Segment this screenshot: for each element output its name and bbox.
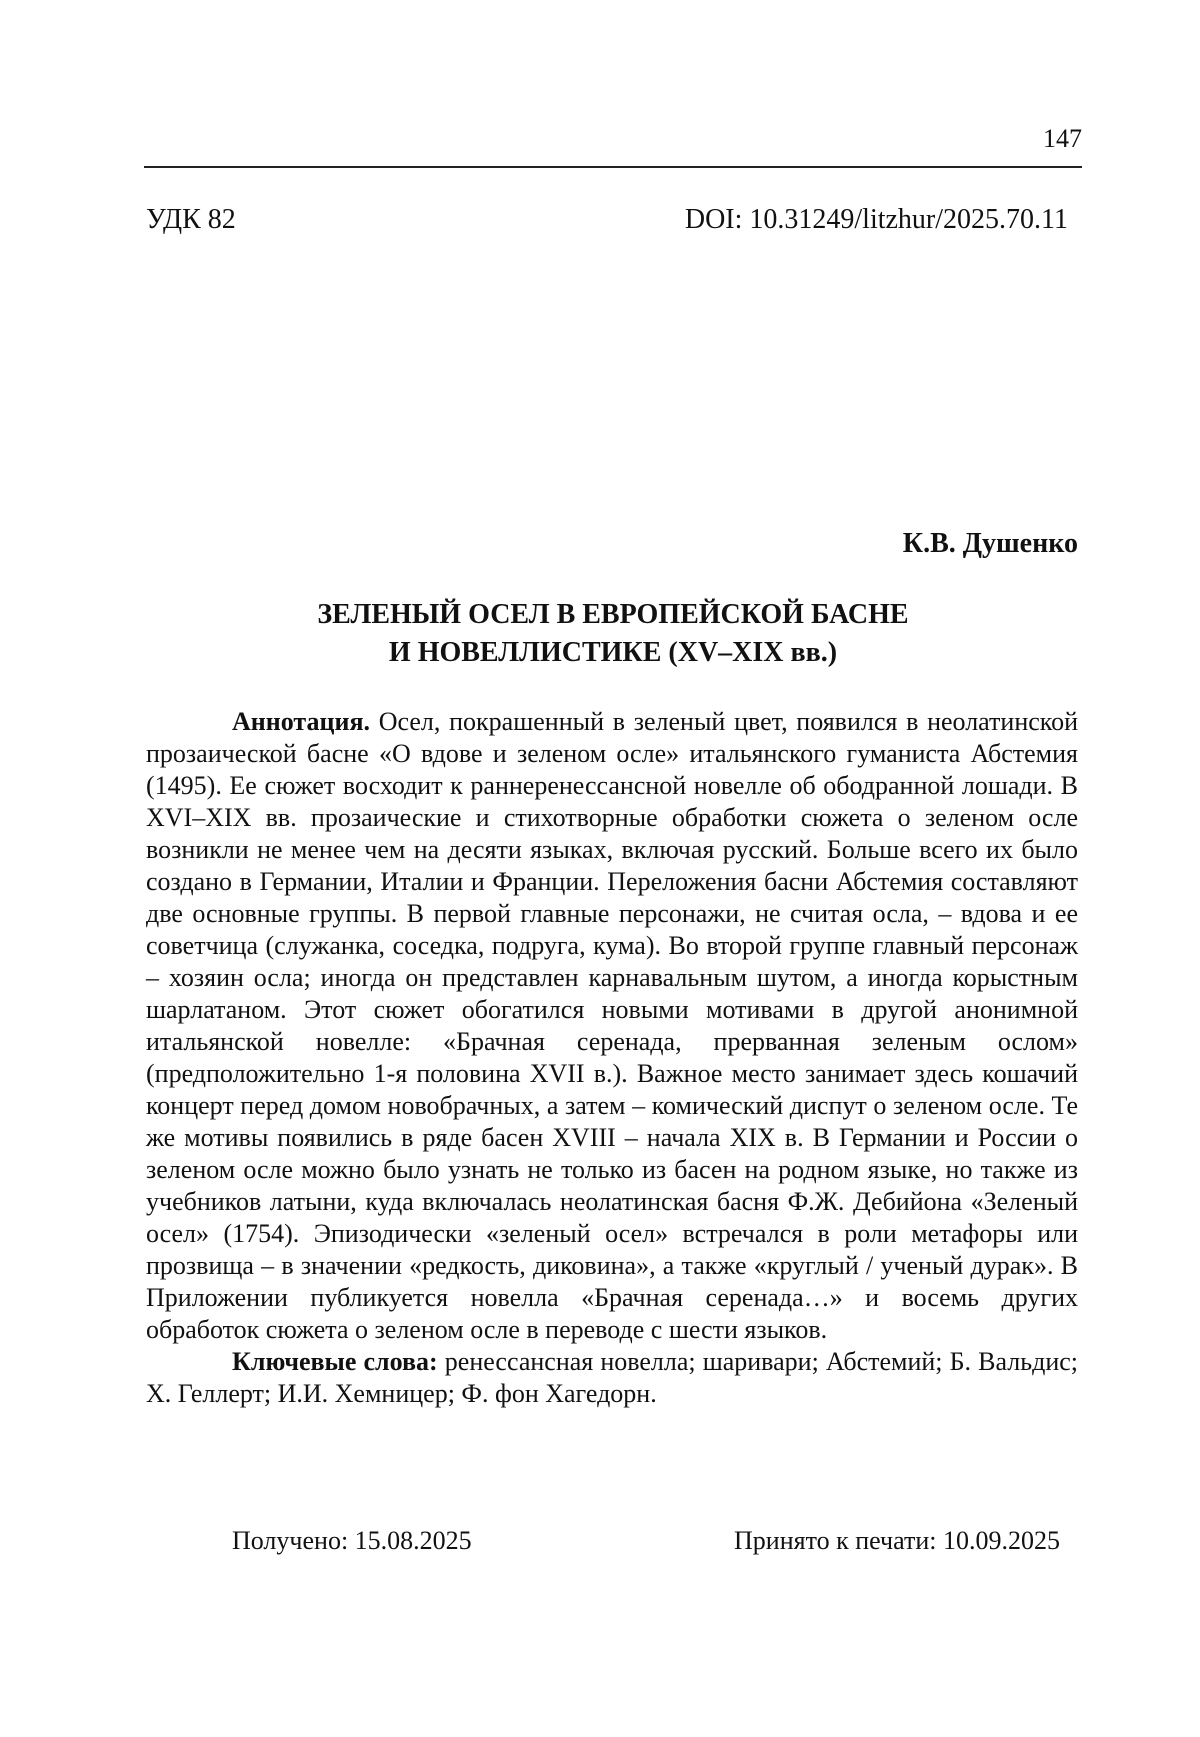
dates-row bbox=[232, 1528, 1060, 1554]
title-line-1: ЗЕЛЕНЫЙ ОСЕЛ В ЕВРОПЕЙСКОЙ БАСНЕ bbox=[317, 599, 909, 630]
doi: DOI: 10.31249/litzhur/2025.70.11 bbox=[684, 204, 1068, 235]
page-number: 147 bbox=[1043, 124, 1082, 153]
title-line-2: И НОВЕЛЛИСТИКЕ (XV–XIX вв.) bbox=[388, 637, 838, 668]
article-title bbox=[144, 596, 1082, 672]
abstract-block bbox=[146, 706, 1078, 1410]
abstract-text: Осел, покрашенный в зеленый цвет, появился в неолатинской прозаической басне «О вдове и зеленом осле» итальянского гуманиста Абстемия (1495). Ее сюжет восходит к раннеренессансной новелле об ободранной лошади. В XVI–XIX вв. прозаические и стихотворные обработки сюжета о зеленом осле возникли не менее чем на десяти языках, включая русский. Больше всего их было создано в Германии, Италии и Франции. Переложения басни Абстемия составляют две основные группы. В первой главные персонажи, не считая осла, – вдова и ее советчица (служанка, соседка, подруга, кума). Во второй группе главный персонаж – хозяин осла; иногда он представлен карнавальным шутом, а иногда корыстным шарлатаном. Этот сюжет обогатился новыми мотивами в другой анонимной итальянской новелле: «Брачная серенада, прерванная зеленым ослом» (предположительно 1-я половина XVII в.). Важное место занимает здесь кошачий концерт перед домом новобрачных, а затем – комический диспут о зеленом осле. Те же мотивы появились в ряде басен XVIII – начала XIX в. В Германии и России о зеленом осле можно было узнать не только из басен на родном языке, но также из учебников латыни, куда включалась неолатинская басня Ф.Ж. Дебийона «Зеленый осел» (1754). Эпизодически «зеленый осел» встречался в роли метафоры или прозвища – в значении «редкость, диковина», а также «круглый / ученый дурак». В Приложении публикуется новелла «Брачная серенада…» и восемь других обработок сюжета о зеленом осле в переводе с шести языков. bbox=[146, 707, 1078, 1344]
keywords-text: ренессансная новелла; шаривари; Абстемий; Б. Вальдис; Х. Геллерт; И.И. Хемницер; Ф. фон Хагедорн. bbox=[146, 1347, 1078, 1408]
header-rule bbox=[144, 166, 1082, 168]
keywords-label: Ключевые слова: bbox=[232, 1347, 438, 1376]
accepted-date: Принято к печати: 10.09.2025 bbox=[734, 1526, 1060, 1555]
udc-code: УДК 82 bbox=[146, 204, 236, 235]
received-date: Получено: 15.08.2025 bbox=[232, 1526, 472, 1555]
author-name: К.В. Душенко bbox=[902, 528, 1078, 559]
abstract-paragraph bbox=[146, 706, 1078, 1346]
abstract-label: Аннотация. bbox=[232, 707, 371, 736]
keywords-paragraph bbox=[146, 1346, 1078, 1410]
article-meta bbox=[146, 206, 1068, 234]
